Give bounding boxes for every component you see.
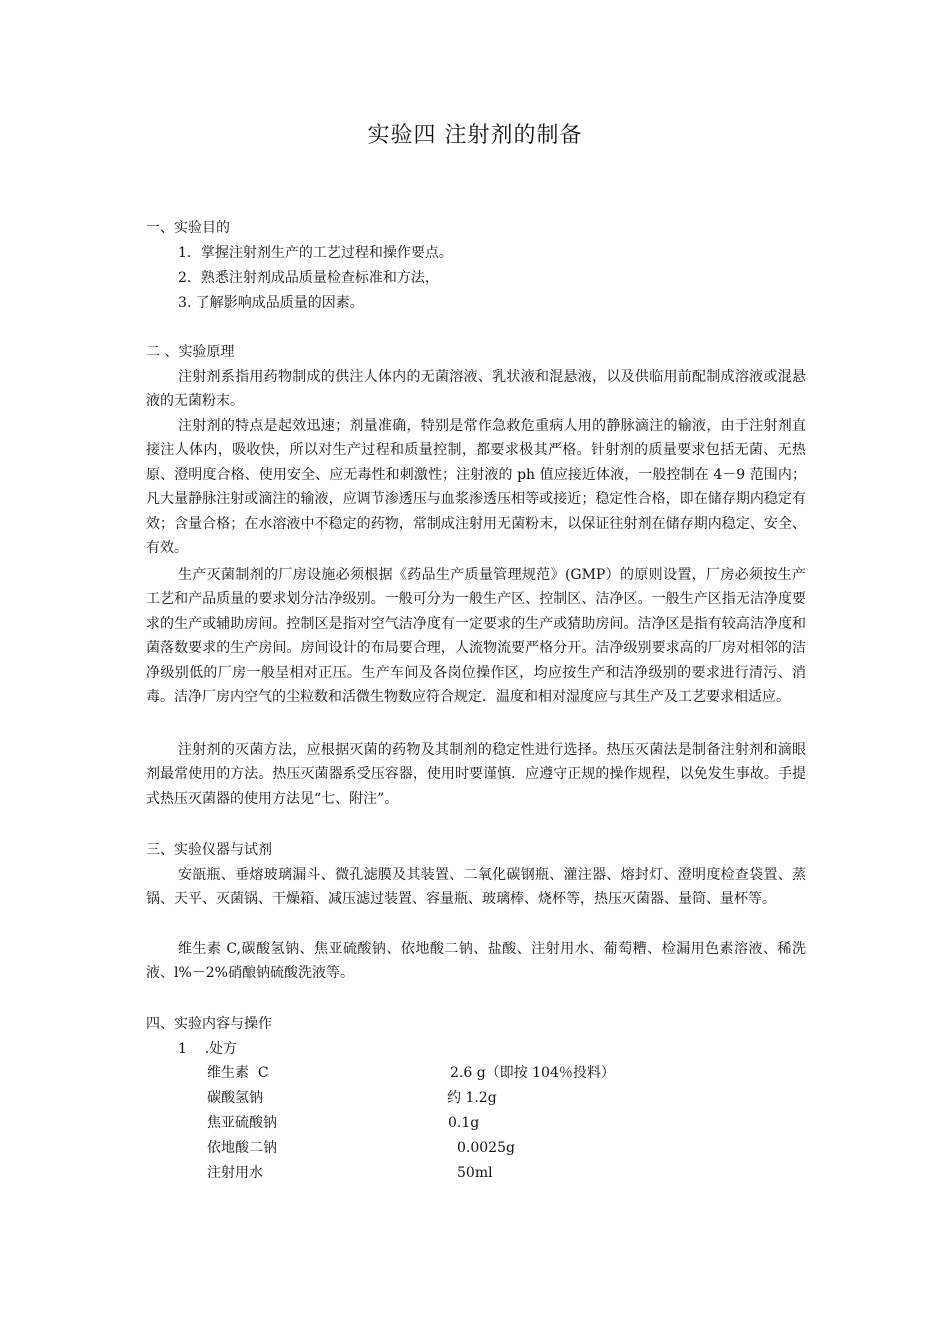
- recipe-ingredient-amount: 0.0025g: [457, 1140, 515, 1156]
- recipe-ingredient-name: 焦亚硫酸钠: [207, 1115, 277, 1131]
- recipe-subheading: 1 .处方: [178, 1041, 238, 1057]
- recipe-ingredient-name: 依地酸二钠: [207, 1140, 277, 1156]
- reagents-paragraph: 维生素 C,碳酸氢钠、焦亚硫酸钠、依地酸二钠、盐酸、注射用水、葡萄糟、检漏用色素溶液、稀洗液、l%－2%硝酿钠硫酸洗液等。: [146, 941, 806, 982]
- principle-paragraph: 生产灭菌制剂的厂房设施必须根据《药品生产质量管理规范》(GMP）的原则设置，厂房必须按生产工艺和产品质量的要求划分沽净级别。一般可分为一般生产区、控制区、洁净区。一般生产区指无洁净度要求的生产或辅助房间。控制区是指对空气洁净度有一定要求的生产或猜助房间。洁净区是指有较高洁净度和菌落数要求的生产房间。房间设计的布局要合理，人流物流要严格分开。洁净级别要求高的厂房对相邻的洁净级别低的厂房一般呈相对正压。生产车间及各岗位操作区，均应按生产和洁净级别的要求进行清污、消毒。洁净厂房内空气的尘粒数和活微生物数应符合规定．温度和相对湿度应与其生产及工艺要求相适应。: [146, 567, 806, 706]
- page-title: 实验四 注射剂的制备: [367, 123, 583, 148]
- recipe-ingredient-amount: 2.6 g（即按 104％投料）: [450, 1065, 615, 1081]
- principle-paragraph: 注射剂系指用药物制成的供注人体内的无菌溶液、乳状液和混悬液，以及供临用前配制成溶液或混悬液的无菌粉末。: [146, 369, 806, 410]
- recipe-ingredient-amount: 0.1g: [448, 1115, 480, 1131]
- recipe-ingredient-amount: 约 1.2g: [447, 1090, 497, 1106]
- instruments-paragraph: 安瓿瓶、垂熔玻璃漏斗、微孔滤膜及其装置、二氧化碳钢瓶、灌注器、熔封灯、澄明度检查袋置、蒸锅、天平、灭菌锅、干燥箱、减压滤过装置、容量瓶、玻璃棒、烧杯等，热压灭菌器、量筒、量杯等。: [146, 867, 806, 908]
- principle-paragraph: 注射剂的特点是起效迅速；剂量准确，特别是常作急救危重病人用的静脉滴注的输液，由于注射剂直接注人体内，吸收快，所以对生产过程和质量控制，都要求极其严格。针射剂的质量要求包括无菌、无热原、澄明度合格、使用安全、应无毒性和刺激性；注射液的 ph 值应接近体液，一般控制在 4－9 范围内；凡大量静脉注射或滴注的输液，应调节渗透压与血浆渗透压相等或接近；稳定性合格，即在储存期内稳定有效；含量合格；在水溶液中不稳定的药物，常制成注射用无菌粉末，以保证往射剂在储存期内稳定、安全、有效。: [146, 418, 806, 557]
- objective-item: 3. 了解影响成品质量的因素。: [178, 295, 364, 311]
- recipe-ingredient-amount: 50ml: [457, 1165, 493, 1181]
- recipe-ingredient-name: 维生素 C: [207, 1065, 269, 1081]
- recipe-ingredient-name: 碳酸氢钠: [207, 1090, 263, 1106]
- section-heading-principle: 二 、实验原理: [146, 344, 235, 360]
- objective-item: 1．掌握注射剂生产的工艺过程和操作要点。: [178, 245, 453, 261]
- section-heading-procedure: 四、实验内容与操作: [146, 1016, 272, 1032]
- objective-item: 2．熟悉注射剂成品质量检查标准和方法，: [178, 270, 439, 286]
- section-heading-instruments: 三、实验仪器与试剂: [146, 842, 272, 858]
- principle-paragraph: 注射剂的灭菌方法，应根据灭菌的药物及其制剂的稳定性进行选择。热压灭菌法是制备注射剂和滴眼剂最常使用的方法。热压灭菌器系受压容器，使用时要谨慎．应遵守正规的操作规程，以免发生事故。手提式热压灭菌器的使用方法见“七、附注”。: [146, 742, 806, 807]
- recipe-ingredient-name: 注射用水: [207, 1165, 263, 1181]
- section-heading-objectives: 一、实验目的: [146, 220, 230, 236]
